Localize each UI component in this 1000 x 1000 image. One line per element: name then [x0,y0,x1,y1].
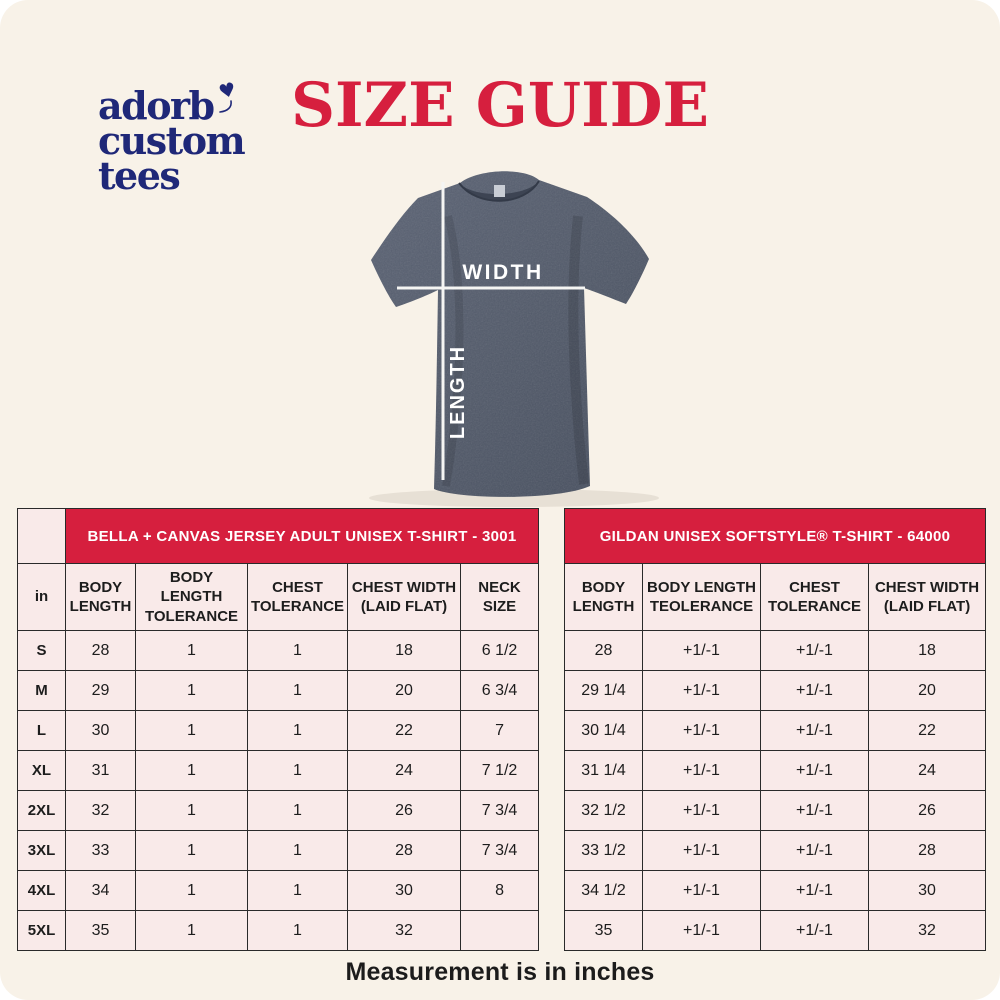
cell: 1 [136,751,248,791]
table-title-row [565,509,986,564]
size-label: 2XL [18,791,66,831]
cell: 34 [66,871,136,911]
cell: 29 [66,671,136,711]
cell: 1 [136,711,248,751]
column-header: BODY LENGTH [66,564,136,631]
cell: 1 [248,791,348,831]
heart-icon: ♥ [216,78,238,104]
cell: 29 1/4 [565,671,643,711]
cell: 1 [248,631,348,671]
cell: +1/-1 [643,711,761,751]
size-label: M [18,671,66,711]
column-header: NECK SIZE [461,564,539,631]
cell: +1/-1 [761,871,869,911]
cell: 22 [348,711,461,751]
size-label: 3XL [18,831,66,871]
cell: +1/-1 [761,631,869,671]
cell: +1/-1 [643,631,761,671]
column-header: BODY LENGTH TEOLERANCE [643,564,761,631]
size-label: 5XL [18,911,66,951]
cell: +1/-1 [643,751,761,791]
size-label: 4XL [18,871,66,911]
cell: 7 1/2 [461,751,539,791]
size-label: L [18,711,66,751]
cell: 1 [248,911,348,951]
shirt-body [338,156,682,512]
cell: 1 [248,831,348,871]
gildan-size-table [564,508,986,951]
table-row [565,791,986,831]
cell: 8 [461,871,539,911]
shirt-tag [494,185,505,197]
cell: 33 1/2 [565,831,643,871]
cell: 30 [869,871,986,911]
cell: 20 [348,671,461,711]
logo-word-adorb: adorb [98,83,214,128]
cell: 35 [66,911,136,951]
cell: 22 [869,711,986,751]
cell: 34 1/2 [565,871,643,911]
cell: 30 1/4 [565,711,643,751]
column-header: CHEST TOLERANCE [761,564,869,631]
width-label: WIDTH [462,261,544,284]
table-row [565,911,986,951]
table-row [565,711,986,751]
cell: 7 3/4 [461,831,539,871]
cell: 20 [869,671,986,711]
table-row [18,871,539,911]
column-header-row [565,564,986,631]
cell: 6 1/2 [461,631,539,671]
table-row [18,751,539,791]
table-title-row [18,509,539,564]
cell: 1 [136,911,248,951]
cell: 26 [348,791,461,831]
cell: 32 [869,911,986,951]
cell: +1/-1 [643,831,761,871]
column-header: BODY LENGTH [565,564,643,631]
size-label: S [18,631,66,671]
cell: 33 [66,831,136,871]
cell: +1/-1 [643,791,761,831]
bella-table-title: BELLA + CANVAS JERSEY ADULT UNISEX T-SHIRT - 3001 [66,509,539,564]
cell: 7 3/4 [461,791,539,831]
cell: 35 [565,911,643,951]
column-header-row [18,564,539,631]
cell: 28 [869,831,986,871]
column-header: CHEST WIDTH (LAID FLAT) [348,564,461,631]
corner-cell [18,509,66,564]
cell: 1 [136,871,248,911]
column-header: CHEST WIDTH (LAID FLAT) [869,564,986,631]
cell: 1 [248,711,348,751]
cell: 1 [248,871,348,911]
cell: 30 [348,871,461,911]
cell: +1/-1 [643,871,761,911]
table-row [565,831,986,871]
column-header: BODY LENGTH TOLERANCE [136,564,248,631]
cell: 6 3/4 [461,671,539,711]
table-row [18,911,539,951]
table-row [18,711,539,751]
size-label: XL [18,751,66,791]
table-row [565,631,986,671]
cell: 1 [248,671,348,711]
table-row [18,671,539,711]
cell: +1/-1 [761,791,869,831]
cell: 1 [136,631,248,671]
cell: 32 [66,791,136,831]
cell: +1/-1 [761,671,869,711]
table-row [18,631,539,671]
shirt-image [338,156,682,512]
cell: +1/-1 [761,711,869,751]
table-row [565,751,986,791]
cell: 26 [869,791,986,831]
cell: 7 [461,711,539,751]
cell: 18 [869,631,986,671]
cell: 1 [136,791,248,831]
cell: +1/-1 [643,671,761,711]
table-row [18,831,539,871]
column-header: CHEST TOLERANCE [248,564,348,631]
cell: 28 [348,831,461,871]
cell: 1 [248,751,348,791]
cell: 28 [565,631,643,671]
table-row [565,671,986,711]
cell: 24 [869,751,986,791]
unit-header: in [18,564,66,631]
cell: 28 [66,631,136,671]
cell: +1/-1 [643,911,761,951]
cell: +1/-1 [761,831,869,871]
bella-canvas-size-table [17,508,539,951]
cell: 1 [136,831,248,871]
logo-word-tees: tees [98,153,180,198]
cell: 32 1/2 [565,791,643,831]
cell: 30 [66,711,136,751]
cell: +1/-1 [761,751,869,791]
logo-word-custom: custom [98,118,245,163]
cell [461,911,539,951]
page-title: SIZE GUIDE [290,70,710,141]
measurement-note: Measurement is in inches [345,958,655,986]
shirt-diagram [338,156,682,512]
cell: 31 [66,751,136,791]
cell: +1/-1 [761,911,869,951]
cell: 32 [348,911,461,951]
length-label: LENGTH [447,344,469,440]
cell: 31 1/4 [565,751,643,791]
table-row [565,871,986,911]
cell: 24 [348,751,461,791]
cell: 18 [348,631,461,671]
gildan-table-title: GILDAN UNISEX SOFTSTYLE® T-SHIRT - 64000 [565,509,986,564]
table-row [18,791,539,831]
cell: 1 [136,671,248,711]
